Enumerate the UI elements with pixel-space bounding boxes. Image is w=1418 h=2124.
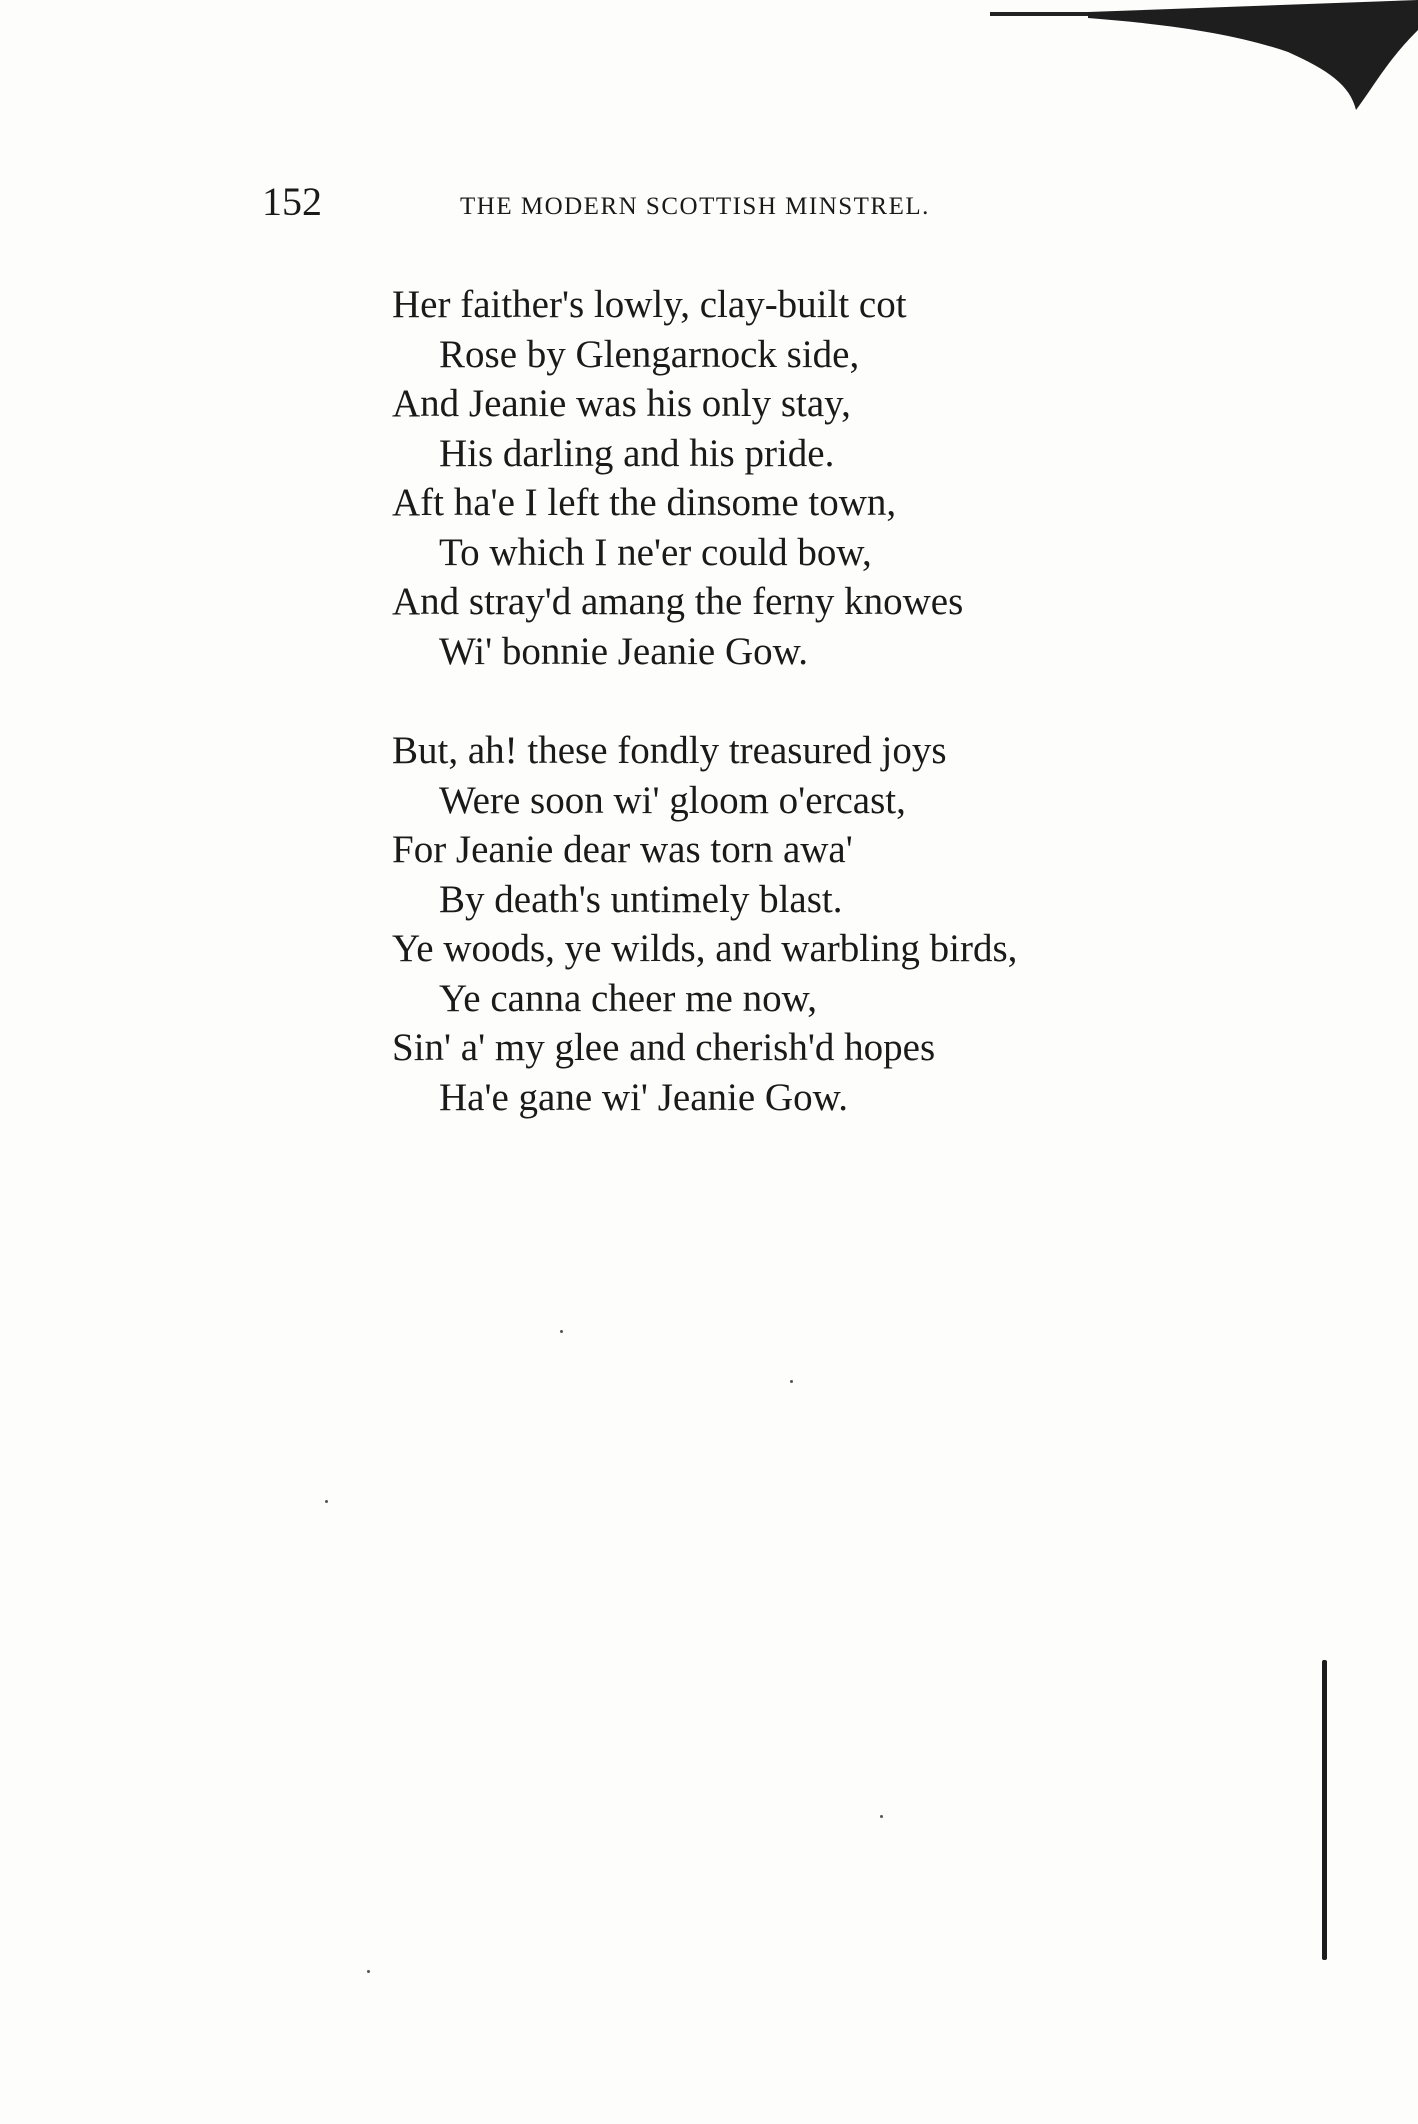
poem-line: Rose by Glengarnock side, (439, 332, 860, 376)
poem-line: Sin' a' my glee and cherish'd hopes (392, 1026, 936, 1069)
scan-artifact-corner-shadow (1088, 0, 1418, 120)
stanza (392, 726, 1242, 1122)
poem-line: To which I ne'er could bow, (439, 530, 872, 574)
poem-line: Ye canna cheer me now, (439, 976, 817, 1020)
poem-line: By death's untimely blast. (439, 877, 843, 921)
poem-line: Her faither's lowly, clay-built cot (392, 283, 907, 326)
poem-line: But, ah! these fondly treasured joys (392, 729, 947, 772)
poem-line: Wi' bonnie Jeanie Gow. (439, 629, 808, 673)
scan-speck (560, 1330, 563, 1333)
stanza (392, 280, 1242, 676)
scan-speck (790, 1380, 793, 1383)
poem-line: Were soon wi' gloom o'ercast, (439, 778, 906, 822)
scan-speck (367, 1970, 370, 1973)
poem-line: Ha'e gane wi' Jeanie Gow. (439, 1075, 848, 1119)
poem-line: Ye woods, ye wilds, and warbling birds, (392, 927, 1018, 970)
scan-speck (325, 1500, 328, 1503)
poem-line: Aft ha'e I left the dinsome town, (392, 481, 897, 524)
page-header (0, 178, 1418, 238)
poem-body (392, 280, 1242, 1172)
running-title: THE MODERN SCOTTISH MINSTREL. (460, 193, 930, 220)
poem-line: And stray'd amang the ferny knowes (392, 580, 964, 623)
scan-artifact-edge-line (1322, 1660, 1327, 1960)
poem-line: His darling and his pride. (439, 431, 835, 475)
scan-speck (880, 1815, 883, 1818)
poem-line: And Jeanie was his only stay, (392, 382, 851, 425)
page-number: 152 (262, 179, 322, 224)
poem-line: For Jeanie dear was torn awa' (392, 828, 853, 871)
